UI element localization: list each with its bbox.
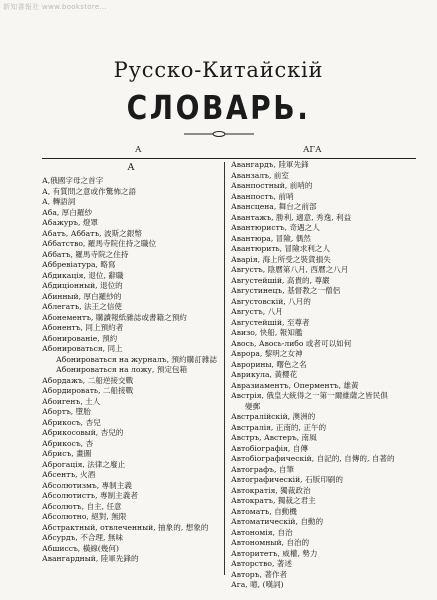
entry: Аврорины, 曙色之名 — [231, 359, 307, 369]
entry: Августъ, 陰曆第八月, 西曆之八月 — [231, 265, 349, 274]
entry: Абдикація, 退位, 辭職 — [42, 270, 124, 280]
entry: Абонированіе, 預約 — [42, 333, 118, 343]
entry: А,俄國字母之首字 — [42, 176, 104, 185]
entry: Абонироваться, 同上 — [42, 344, 123, 353]
entry: Авансцена, 舞台之前部 — [231, 202, 317, 211]
entry: Аба, 厚白羅紗 — [42, 207, 93, 217]
entry: Абрикосъ, 杏 — [42, 438, 94, 448]
column-header-left: А — [135, 145, 142, 155]
entry: Австрія, 俄皇大統得之一第一爾維薩之皆民俱 — [231, 391, 388, 400]
entry: Авторъ, 著作者 — [231, 569, 288, 579]
entry: Абинный, 厚白羅紗的 — [42, 291, 122, 301]
entry: Абстрактный, отвлеченный, 抽象的, 想象的 — [42, 522, 209, 532]
watermark: 新知書報社 www.bookstore... — [3, 3, 108, 11]
entry: Абсолютизмъ, 專制主義 — [42, 480, 132, 490]
entry: Абрисъ, 畫圖 — [42, 449, 92, 458]
entry-continuation: 變郵 — [245, 401, 261, 411]
entry: Абрикосовый, 杏兒的 — [42, 428, 124, 437]
entry: Абдиціонный, 退位的 — [42, 281, 123, 290]
entry: Авантюрить, 冒險求利之人 — [231, 244, 331, 253]
entry: Аббатство, 羅馬寺院住持之職位 — [42, 239, 157, 248]
entry: А, 有質問之意或作驚怖之語 — [42, 186, 137, 196]
entry: Авось, Авось-либо 或者可以如何 — [231, 338, 352, 348]
entry: Августейшій, 至尊者 — [231, 317, 310, 327]
header-rule — [42, 158, 416, 159]
entry: Абсолютистъ, 專制主義者 — [42, 491, 138, 500]
section-letter: А — [127, 162, 135, 173]
column-divider — [224, 162, 225, 575]
entry: Абсурдъ, 不合理, 無味 — [42, 533, 124, 542]
sub-entry: Абонироваться на журналъ, 預約購訂雜誌 — [56, 354, 217, 364]
entry: Авантюристъ, 奇遇之人 — [231, 223, 320, 232]
entry: Авторитетъ, 威權, 勢力 — [231, 548, 318, 558]
entry: Автономія, 自治 — [231, 527, 293, 537]
entry: Абрикосъ, 杏兒 — [42, 417, 101, 427]
entry: Авторство, 著述 — [231, 559, 292, 568]
entry: Австръ, Австеръ, 南風 — [231, 433, 317, 442]
entry: Автоматическій, 自動的 — [231, 517, 324, 526]
entry: Автократія, 獨裁政治 — [231, 485, 311, 495]
entry: Абажуръ, 燈罩 — [42, 218, 99, 227]
entry: Австралійскій, 澳洲的 — [231, 412, 316, 421]
entry: А, 轉語詞 — [42, 197, 76, 206]
entry: Автографическій, 石版印刷的 — [231, 475, 343, 484]
entry: Абатъ, Аббатъ, 波斯之銀幣 — [42, 228, 142, 238]
entry: Аварія, 海上所受之裝貨損失 — [231, 254, 331, 264]
entry: Августинецъ, 基督教之一僧侶 — [231, 286, 341, 295]
entry: Авантажъ, 勝利, 適意, 秀逸, 利益 — [231, 212, 352, 222]
entry: Автоматъ, 自動機 — [231, 506, 297, 516]
entry: Ага, 噫, (嘆詞) — [231, 580, 284, 589]
entry: Абордажъ, 二船逆接交戰 — [42, 375, 134, 385]
entry: Автобіографія, 自傳 — [231, 443, 308, 453]
entry: Аброгація, 法律之廢止 — [42, 459, 126, 469]
entry: Аванзалъ, 前室 — [231, 170, 289, 180]
entry: Абоигенъ, 土人 — [42, 396, 101, 406]
entry: Абонементъ, 購讀報紙雜誌或書籍之預約 — [42, 312, 187, 322]
entry: Абсолютъ, 自主, 任意 — [42, 501, 122, 511]
entry: Аврикула, 黃櫻花 — [231, 370, 298, 379]
column-header-right: АГА — [303, 145, 322, 155]
entry: Аванпостъ, 前哨 — [231, 191, 294, 201]
page-title: Русско-Китайскiй — [113, 58, 324, 82]
entry: Авангардный, 陸軍先鋒的 — [42, 554, 139, 563]
entry: Абшиссъ, 橫線(幾何) — [42, 543, 119, 553]
entry: Аврора, 黎明之女神 — [231, 349, 303, 358]
entry: Абсентъ, 火酒 — [42, 470, 96, 479]
left-column — [42, 162, 220, 565]
entry: Абортъ, 墮胎 — [42, 407, 91, 416]
entry: Абсолютно, 絕對, 無限 — [42, 512, 127, 521]
sub-entry: Абонироваться на ложу, 預定包箱 — [56, 365, 188, 374]
entry: Абордировать, 二船接戰 — [42, 386, 134, 395]
entry: Абонентъ, 同上預約者 — [42, 323, 124, 332]
ornament-divider — [184, 130, 254, 138]
entry: Августовскій, 八月的 — [231, 296, 311, 306]
entry: Аббатъ, 羅馬寺院之住持 — [42, 249, 129, 259]
entry: Автономный, 自治的 — [231, 538, 310, 547]
entry: Аббревіатура, 略寫 — [42, 260, 116, 269]
entry: Автобіографическій, 自記的, 自傳的, 自著的 — [231, 454, 395, 463]
entry: Авразиаментъ, Оперментъ, 雄黃 — [231, 380, 359, 390]
entry: Аванпостный, 前哨的 — [231, 181, 313, 190]
entry: Авангардъ, 陸軍先鋒 — [231, 160, 309, 169]
entry: Аблегатъ, 法王之信使 — [42, 302, 122, 311]
entry: Августъ, 八月 — [231, 307, 283, 316]
entry: Автократъ, 獨裁之君主 — [231, 496, 316, 505]
entry: Авантюра, 冒險, 偶然 — [231, 233, 311, 243]
entry: Австралія, 正南的, 正午的 — [231, 422, 327, 432]
page-subtitle: СЛОВАРЬ. — [126, 88, 311, 127]
entry: Августейшій, 高貴的, 尊嚴 — [231, 275, 330, 285]
entry: Авизо, 快船, 報知艦 — [231, 328, 303, 337]
entry: Автографъ, 自筆 — [231, 464, 294, 474]
right-column — [231, 162, 419, 591]
